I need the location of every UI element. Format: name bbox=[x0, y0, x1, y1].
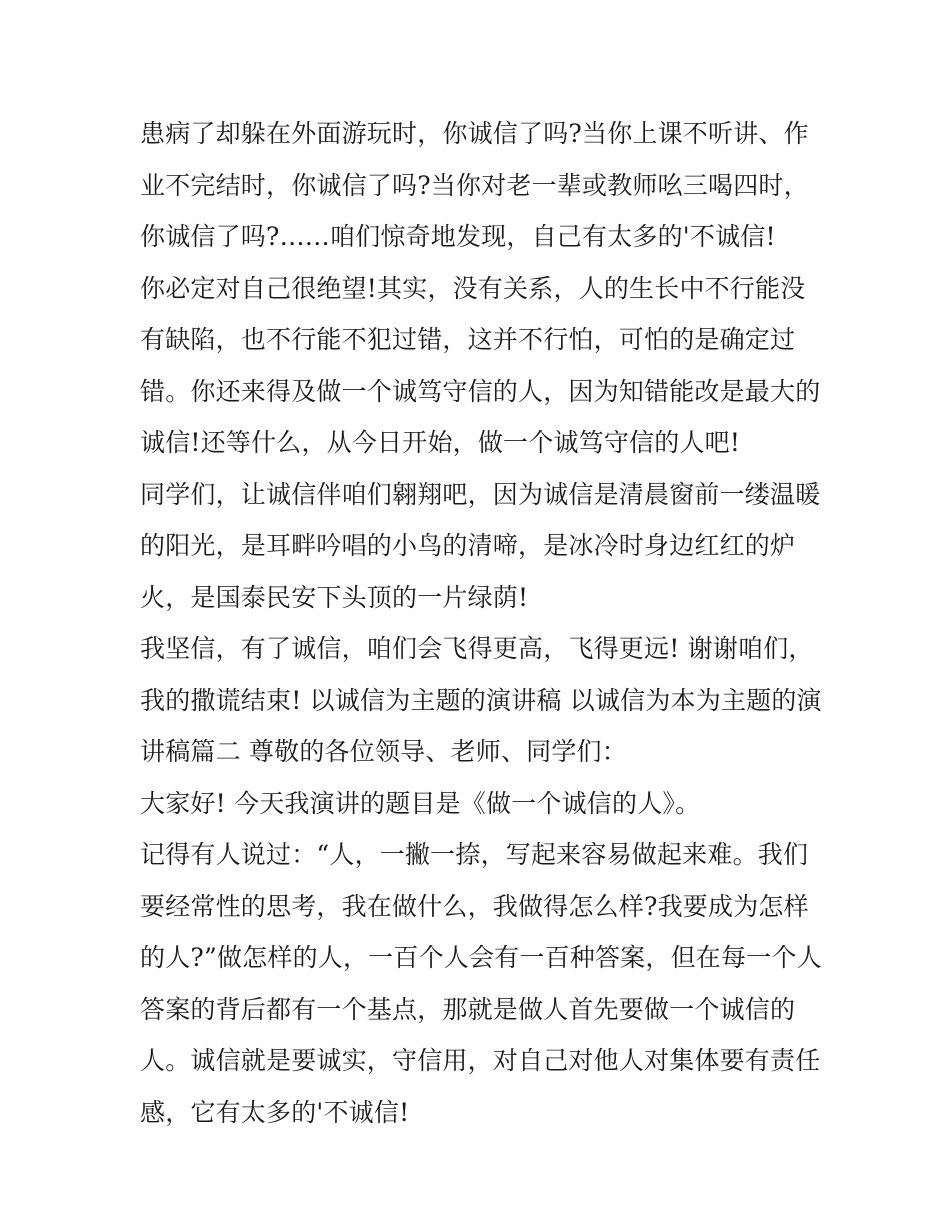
text-line: 有缺陷，也不行能不犯过错，这并不行怕，可怕的是确定过 bbox=[140, 325, 796, 354]
body-text bbox=[140, 108, 820, 1138]
text-line: 大家好! 今天我演讲的题目是《做一个诚信的人》。 bbox=[140, 788, 701, 818]
text-line: 业不完结时，你诚信了吗?当你对老一辈或教师吆三喝四时， bbox=[140, 170, 809, 200]
text-line: 人。诚信就是要诚实，守信用，对自己对他人对集体要有责任 bbox=[140, 1046, 821, 1075]
text-line: 患病了却躲在外面游玩时，你诚信了吗?当你上课不听讲、作 bbox=[140, 119, 809, 148]
text-line: 你必定对自己很绝望!其实，没有关系，人的生长中不行能没 bbox=[140, 273, 806, 303]
text-line: 感，它有太多的'不诚信! bbox=[140, 1097, 410, 1127]
text-line: 答案的背后都有一个基点，那就是做人首先要做一个诚信的 bbox=[140, 994, 796, 1024]
text-line: 我坚信，有了诚信，咱们会飞得更高，飞得更远! 谢谢咱们， bbox=[140, 634, 814, 663]
text-line: 错。你还来得及做一个诚笃守信的人，因为知错能改是最大的 bbox=[140, 376, 821, 406]
text-line: 我的撒谎结束! 以诚信为主题的演讲稿 以诚信为本为主题的演 bbox=[140, 685, 822, 715]
text-line: 的人?”做怎样的人，一百个人会有一百种答案，但在每一个人 bbox=[140, 943, 822, 972]
text-line: 诚信!还等什么，从今日开始，做一个诚笃守信的人吧! bbox=[140, 428, 741, 457]
text-line: 火，是国泰民安下头顶的一片绿荫! bbox=[140, 582, 529, 612]
text-line: 要经常性的思考，我在做什么，我做得怎么样?我要成为怎样 bbox=[140, 891, 809, 921]
text-line: 讲稿篇二 尊敬的各位领导、老师、同学们： bbox=[140, 737, 627, 766]
text-line: 你诚信了吗?……咱们惊奇地发现，自己有太多的'不诚信! bbox=[140, 222, 776, 251]
text-line: 的阳光，是耳畔吟唱的小鸟的清啼，是冰冷时身边红红的炉 bbox=[140, 531, 796, 560]
text-line: 记得有人说过：“人，一撇一捺，写起来容易做起来难。我们 bbox=[140, 840, 809, 869]
text-line: 同学们，让诚信伴咱们翱翔吧，因为诚信是清晨窗前一缕温暖 bbox=[140, 479, 821, 509]
